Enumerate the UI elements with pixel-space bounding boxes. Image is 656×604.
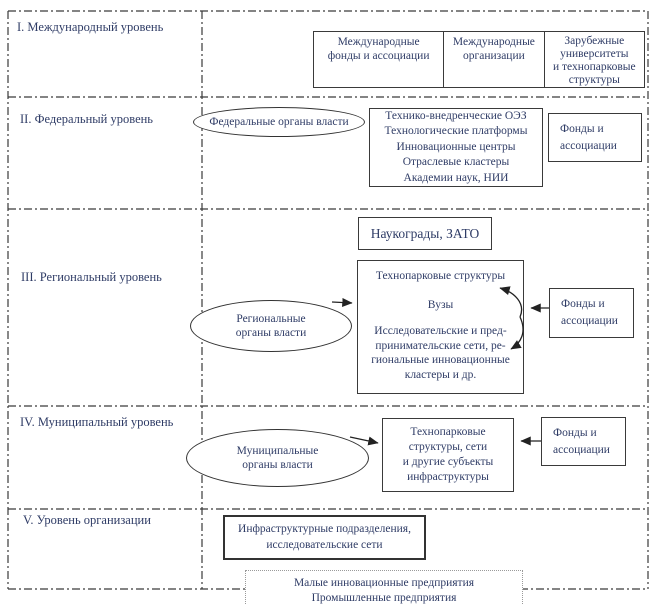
federal-infrastructure-box: Технико-внедренческие ОЭЗ Технологические платформы Инновационные центры Отраслевые кластеры Академии наук, НИИ bbox=[369, 108, 543, 187]
municipal-authority-ellipse: Муниципальные органы власти bbox=[186, 429, 369, 487]
regional-infrastructure-box bbox=[357, 260, 524, 394]
intl-universities-cell: Зарубежные университеты и технопарковые структуры bbox=[544, 32, 644, 87]
level-label-organization: V. Уровень организации bbox=[23, 513, 151, 527]
arrow-regional-authority-to-infrastructure bbox=[332, 302, 352, 303]
regional-universities-line: Вузы bbox=[427, 299, 454, 311]
municipal-funds-box: Фонды и ассоциации bbox=[541, 417, 626, 466]
regional-networks-lines: Исследовательские и пред- принимательские сети, ре- гиональные инновационные кластеры и др. bbox=[371, 325, 510, 381]
level-label-federal: II. Федеральный уровень bbox=[20, 112, 154, 126]
regional-authority-ellipse: Региональные органы власти bbox=[190, 300, 352, 352]
level-label-international: I. Международный уровень bbox=[17, 20, 164, 34]
municipal-infrastructure-box: Технопарковые структуры, сети и другие субъекты инфраструктуры bbox=[382, 418, 514, 492]
science-cities-box: Наукограды, ЗАТО bbox=[358, 217, 492, 250]
federal-funds-box: Фонды и ассоциации bbox=[548, 113, 642, 162]
regional-technopark-line: Технопарковые структуры bbox=[375, 270, 506, 282]
level-label-municipal: IV. Муниципальный уровень bbox=[20, 415, 174, 429]
enterprises-box: Малые инновационные предприятия Промышленные предприятия bbox=[245, 570, 523, 604]
intl-funds-cell: Международные фонды и ассоциации bbox=[327, 36, 430, 62]
regional-funds-box: Фонды и ассоциации bbox=[549, 288, 634, 338]
federal-authority-ellipse: Федеральные органы власти bbox=[193, 107, 365, 137]
international-orgs-table bbox=[313, 31, 645, 88]
organization-infrastructure-box: Инфраструктурные подразделения, исследовательские сети bbox=[223, 515, 426, 560]
intl-organizations-cell: Международные организации bbox=[443, 32, 543, 87]
level-label-regional: III. Региональный уровень bbox=[21, 270, 162, 284]
